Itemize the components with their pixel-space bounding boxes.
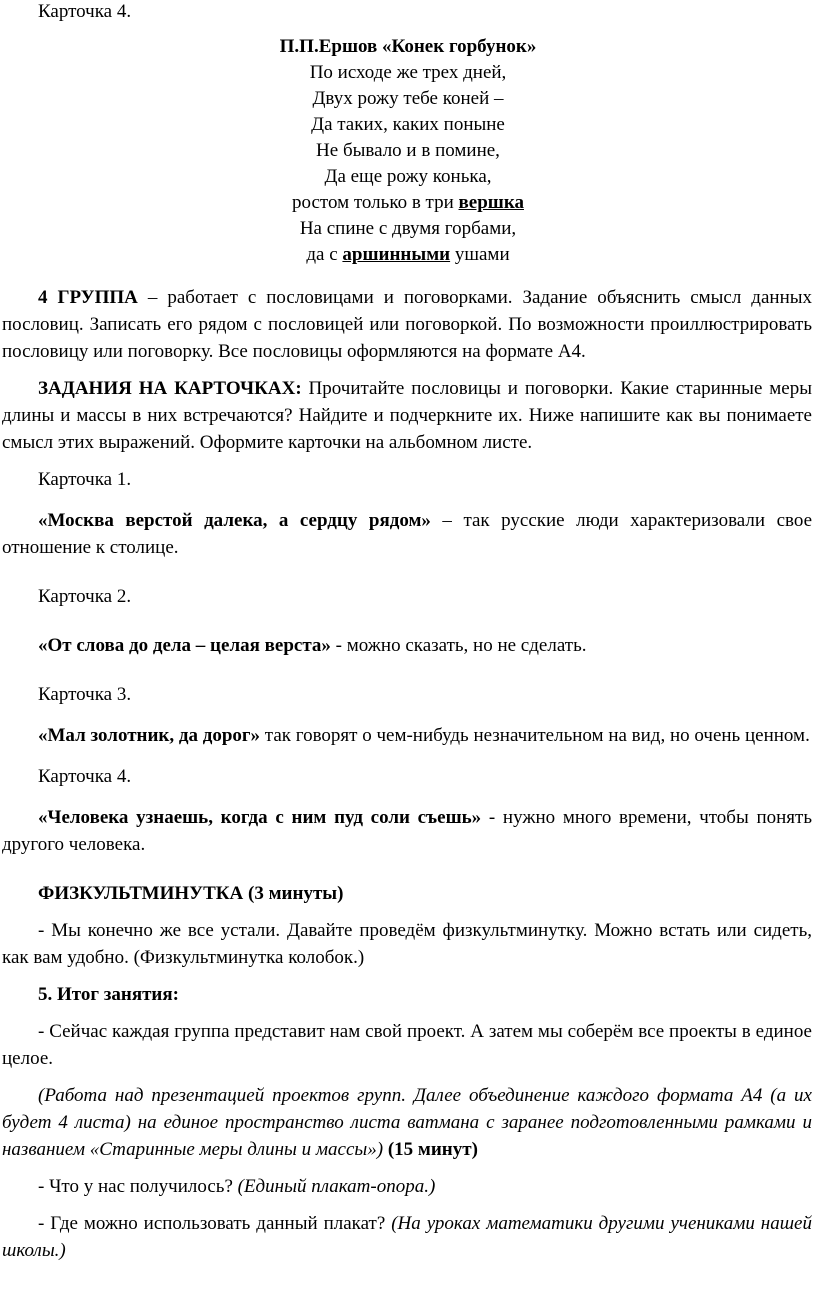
summary-text: - Сейчас каждая группа представит нам свой проект. А затем мы соберём все проекты в единое целое. <box>2 1021 812 1069</box>
card-3-proverb: «Мал золотник, да дорог» <box>38 725 261 746</box>
card-4-proverb: «Человека узнаешь, когда с ним пуд соли съешь» <box>38 807 482 828</box>
group-4-label: 4 ГРУППА <box>38 287 138 308</box>
question-1 <box>2 1173 812 1200</box>
poem-line-3: Да таких, каких поныне <box>311 114 505 135</box>
question-1-answer: (Единый плакат-опора.) <box>237 1176 436 1197</box>
group-4-paragraph <box>2 284 812 365</box>
card-1-paragraph <box>2 507 812 561</box>
poem-line-8 <box>0 242 816 268</box>
card-2-proverb: «От слова до дела – целая верста» <box>38 635 331 656</box>
poem-line-1: По исходе же трех дней, <box>309 62 507 83</box>
poem-line-6 <box>0 190 816 216</box>
summary-title: 5. Итог занятия: <box>38 984 179 1005</box>
poem-line-8-prefix: да с <box>306 244 343 265</box>
card-2-label: Карточка 2. <box>38 586 132 607</box>
poem-line-4: Не бывало и в помине, <box>316 140 500 161</box>
underlined-word-arshinnymi: аршинными <box>342 244 451 265</box>
question-2 <box>2 1210 812 1264</box>
question-1-text: - Что у нас получилось? <box>38 1176 238 1197</box>
card-4-meaning: - нужно много времени, чтобы понять другого человека. <box>2 807 812 855</box>
card-1-label: Карточка 1. <box>38 469 132 490</box>
card-4-top-label: Карточка 4. <box>38 1 132 22</box>
card-1-meaning: – так русские люди характеризовали свое отношение к столице. <box>2 510 813 558</box>
poem-line-2: Двух рожу тебе коней – <box>312 88 504 109</box>
poem-line-7: На спине с двумя горбами, <box>299 218 517 239</box>
card-3-paragraph <box>2 722 812 749</box>
question-2-answer: (На уроках математики другими учениками нашей школы.) <box>2 1213 812 1261</box>
summary-italic-paragraph <box>2 1082 812 1163</box>
group-4-text: – работает с пословицами и поговорками. Задание объяснить смысл данных пословиц. Записать его рядом с пословицей или поговоркой. По возможности проиллюстрировать пословицу или поговорку. Все пословицы оформляются на формате А4. <box>2 287 812 362</box>
card-1-proverb: «Москва верстой далека, а сердцу рядом» <box>38 510 431 531</box>
summary-italic-text: (Работа над презентацией проектов групп. Далее объединение каждого формата А4 (а их будет 4 листа) на единое пространство листа ватмана с заранее подготовленными рамками и названием «Старинные меры длины и массы») <box>2 1085 812 1160</box>
poem-title: П.П.Ершов «Конек горбунок» <box>279 36 537 57</box>
card-2-paragraph <box>2 632 812 659</box>
card-2-meaning: - можно сказать, но не сделать. <box>330 635 587 656</box>
fizkult-text: - Мы конечно же все устали. Давайте проведём физкультминутку. Можно встать или сидеть, как вам удобно. (Физкультминутка колобок.) <box>2 920 812 968</box>
tasks-label: ЗАДАНИЯ НА КАРТОЧКАХ: <box>38 378 302 399</box>
poem-line-8-suffix: ушами <box>450 244 510 265</box>
card-4-paragraph <box>2 804 812 858</box>
card-4-label: Карточка 4. <box>38 766 132 787</box>
card-3-label: Карточка 3. <box>38 684 132 705</box>
fizkult-title: ФИЗКУЛЬТМИНУТКА (3 минуты) <box>38 883 344 904</box>
underlined-word-vershka: вершка <box>458 192 524 213</box>
poem-block <box>0 34 816 268</box>
tasks-paragraph <box>2 375 812 456</box>
card-3-meaning: так говорят о чем-нибудь незначительном на вид, но очень ценном. <box>260 725 810 746</box>
poem-line-5: Да еще рожу конька, <box>324 166 492 187</box>
document-body <box>2 284 812 1264</box>
question-2-text: - Где можно использовать данный плакат? <box>38 1213 392 1234</box>
poem-line-6-prefix: ростом только в три <box>292 192 459 213</box>
tasks-text: Прочитайте пословицы и поговорки. Какие старинные меры длины и массы в них встречаются? Найдите и подчеркните их. Ниже напишите как вы понимаете смысл этих выражений. Оформите карточки на альбомном листе. <box>2 378 812 453</box>
summary-duration: (15 минут) <box>383 1139 478 1160</box>
